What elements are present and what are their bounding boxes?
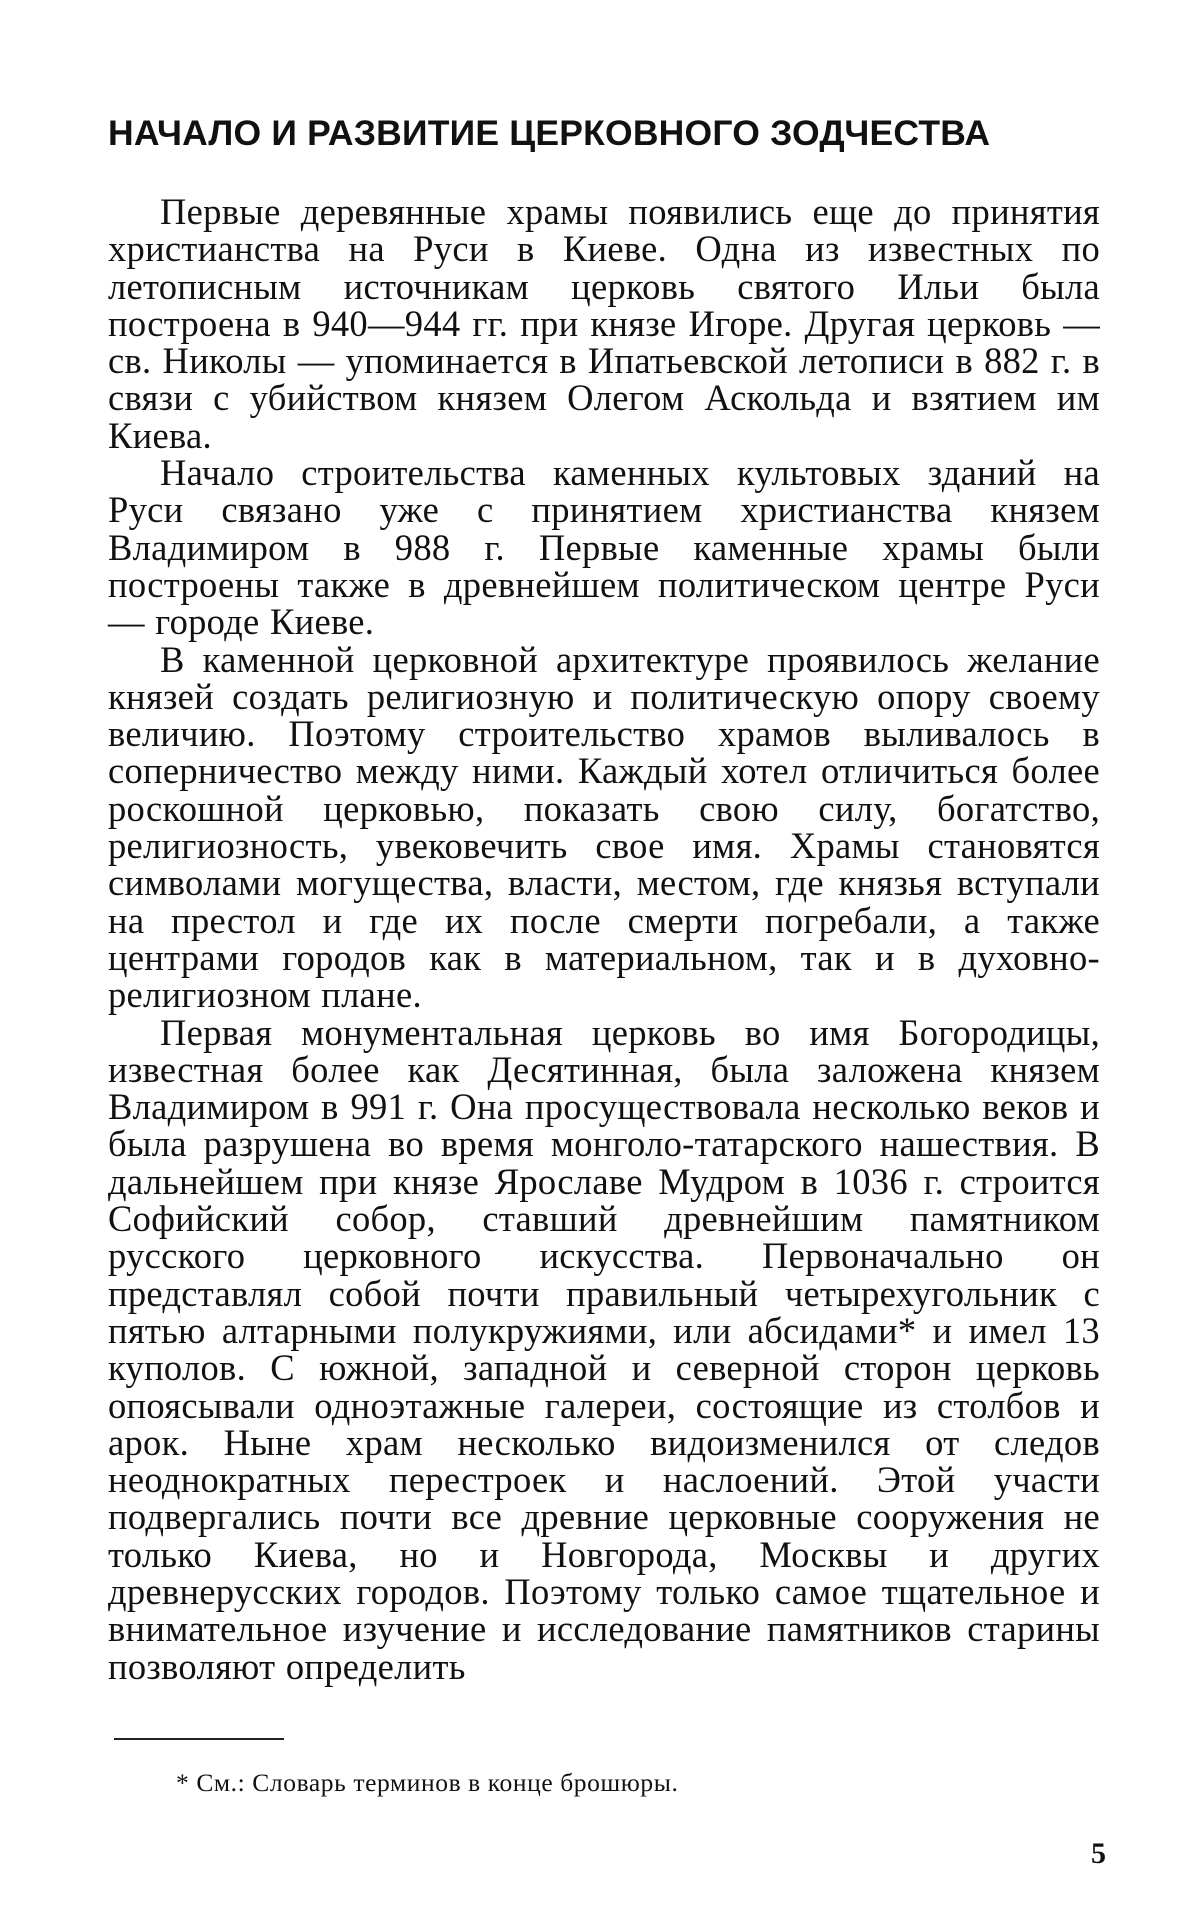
- page-number: 5: [1091, 1837, 1106, 1870]
- body-text: [108, 193, 1100, 1685]
- paragraph-2: Начало строительства каменных культовых зданий на Руси связано уже с принятием христианства князем Владимиром в 988 г. Первые каменные храмы были построены также в древнейшем политическом центре Руси — городе Киеве.: [108, 452, 1100, 643]
- paragraph-4: Первая монументальная церковь во имя Богородицы, известная более как Десятинная, была заложена князем Владимиром в 991 г. Она просуществовала несколько веков и была разрушена во время монголо-татарского нашествия. В дальнейшем при князе Ярославе Мудром в 1036 г. строится Софийский собор, ставший древнейшим памятником русского церковного искусства. Первоначально он представлял собой почти правильный четырехугольник с пятью алтарными полукружиями, или абсидами* и имел 13 куполов. С южной, западной и северной сторон церковь опоясывали одноэтажные галереи, состоящие из столбов и арок. Ныне храм несколько видоизменился от следов неоднократных перестроек и наслоений. Этой участи подвергались почти все древние церковные сооружения не только Киева, но и Новгорода, Москвы и других древнерусских городов. Поэтому только самое тщательное и внимательное изучение и исследование памятников старины позволяют определить: [108, 1011, 1100, 1687]
- paragraph-3: В каменной церковной архитектуре проявилось желание князей создать религиозную и политическую опору своему величию. Поэтому строительство храмов выливалось в соперничество между ними. Каждый хотел отличиться более роскошной церковью, показать свою силу, богатство, религиозность, увековечить свое имя. Храмы становятся символами могущества, власти, местом, где князья вступали на престол и где их после смерти погребали, а также центрами городов как в материальном, так и в духовно-религиозном плане.: [108, 638, 1100, 1016]
- footnote: * См.: Словарь терминов в конце брошюры.: [176, 1768, 679, 1797]
- paragraph-1: Первые деревянные храмы появились еще до принятия христианства на Руси в Киеве. Одна из известных по летописным источникам церковь святого Ильи была построена в 940—944 гг. при князе Игоре. Другая церковь — св. Николы — упоминается в Ипатьевской летописи в 882 г. в связи с убийством князем Олегом Аскольда и взятием им Киева.: [108, 191, 1100, 456]
- page-title: НАЧАЛО И РАЗВИТИЕ ЦЕРКОВНОГО ЗОДЧЕСТВА: [108, 113, 991, 153]
- footnote-divider: [114, 1738, 284, 1740]
